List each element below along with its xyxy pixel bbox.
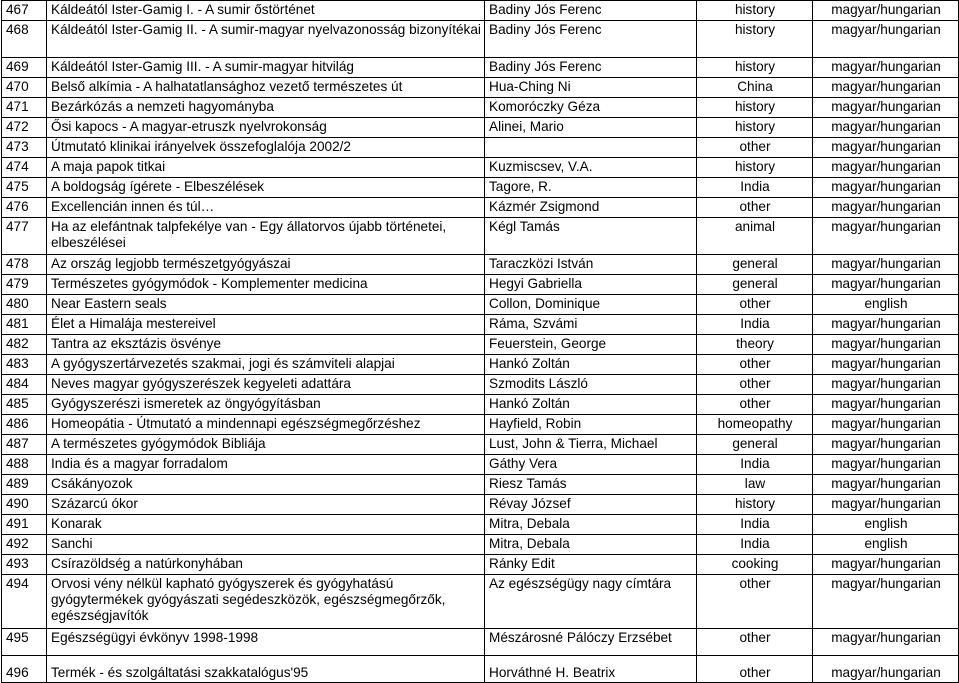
table-row — [2, 1, 959, 21]
row-category: other — [697, 138, 813, 158]
row-language: magyar/hungarian — [813, 1, 959, 21]
row-title: Csákányozok — [47, 475, 485, 495]
row-category: history — [697, 495, 813, 515]
row-language: english — [813, 535, 959, 555]
row-title: Orvosi vény nélkül kapható gyógyszerek és gyógyhatású gyógytermékek gyógyászati segédeszközök, egészségmegőrzők, egészségjavítók — [47, 575, 485, 629]
table-row — [2, 138, 959, 158]
row-category: other — [697, 629, 813, 656]
row-language: english — [813, 515, 959, 535]
row-title: Káldeától Ister-Gamig II. - A sumir-magyar nyelvazonosság bizonyítékai — [47, 21, 485, 58]
row-number: 471 — [2, 98, 47, 118]
table-row — [2, 58, 959, 78]
row-category: India — [697, 455, 813, 475]
table-row — [2, 78, 959, 98]
row-title: A boldogság ígérete - Elbeszélések — [47, 178, 485, 198]
row-title: Természetes gyógymódok - Komplementer medicina — [47, 275, 485, 295]
row-language: english — [813, 295, 959, 315]
row-language: magyar/hungarian — [813, 355, 959, 375]
row-category: other — [697, 355, 813, 375]
row-author: Taraczközi István — [485, 255, 697, 275]
row-author: Mitra, Debala — [485, 535, 697, 555]
row-category: India — [697, 178, 813, 198]
row-author: Révay József — [485, 495, 697, 515]
row-title: Neves magyar gyógyszerészek kegyeleti adattára — [47, 375, 485, 395]
row-language: magyar/hungarian — [813, 218, 959, 255]
table-row — [2, 435, 959, 455]
table-row — [2, 315, 959, 335]
row-title: Százarcú ókor — [47, 495, 485, 515]
row-category: China — [697, 78, 813, 98]
table-row — [2, 475, 959, 495]
row-language: magyar/hungarian — [813, 629, 959, 656]
table-row — [2, 178, 959, 198]
row-language: magyar/hungarian — [813, 455, 959, 475]
catalog-table — [1, 0, 959, 683]
table-row — [2, 218, 959, 255]
row-number: 472 — [2, 118, 47, 138]
row-title: Gyógyszerészi ismeretek az öngyógyításban — [47, 395, 485, 415]
row-number: 479 — [2, 275, 47, 295]
row-number: 474 — [2, 158, 47, 178]
row-title: A gyógyszertárvezetés szakmai, jogi és számviteli alapjai — [47, 355, 485, 375]
table-row — [2, 515, 959, 535]
row-title: Tantra az eksztázis ösvénye — [47, 335, 485, 355]
row-number: 493 — [2, 555, 47, 575]
row-category: other — [697, 198, 813, 218]
row-category: India — [697, 515, 813, 535]
row-number: 477 — [2, 218, 47, 255]
row-language: magyar/hungarian — [813, 158, 959, 178]
row-author: Hegyi Gabriella — [485, 275, 697, 295]
row-author: Lust, John & Tierra, Michael — [485, 435, 697, 455]
table-row — [2, 375, 959, 395]
row-title: Termék - és szolgáltatási szakkatalógus'95 — [47, 656, 485, 683]
row-language: magyar/hungarian — [813, 255, 959, 275]
row-number: 489 — [2, 475, 47, 495]
row-number: 468 — [2, 21, 47, 58]
row-author: Komoróczky Géza — [485, 98, 697, 118]
table-row — [2, 295, 959, 315]
row-title: Káldeától Ister-Gamig III. - A sumir-magyar hitvilág — [47, 58, 485, 78]
table-row — [2, 355, 959, 375]
table-row — [2, 555, 959, 575]
row-title: Ősi kapocs - A magyar-etruszk nyelvrokonság — [47, 118, 485, 138]
row-number: 486 — [2, 415, 47, 435]
row-category: general — [697, 255, 813, 275]
row-category: history — [697, 158, 813, 178]
row-title: Csírazöldség a natúrkonyhában — [47, 555, 485, 575]
row-language: magyar/hungarian — [813, 178, 959, 198]
row-title: Bezárkózás a nemzeti hagyományba — [47, 98, 485, 118]
row-title: Belső alkímia - A halhatatlansághoz vezető természetes út — [47, 78, 485, 98]
table-row — [2, 656, 959, 683]
table-row — [2, 275, 959, 295]
row-language: magyar/hungarian — [813, 375, 959, 395]
row-category: history — [697, 1, 813, 21]
row-number: 481 — [2, 315, 47, 335]
row-title: Excellencián innen és túl… — [47, 198, 485, 218]
row-author: Hua-Ching Ni — [485, 78, 697, 98]
row-category: history — [697, 98, 813, 118]
row-author: Collon, Dominique — [485, 295, 697, 315]
row-number: 492 — [2, 535, 47, 555]
row-category: law — [697, 475, 813, 495]
table-row — [2, 198, 959, 218]
row-category: general — [697, 435, 813, 455]
row-title: Az ország legjobb természetgyógyászai — [47, 255, 485, 275]
table-row — [2, 335, 959, 355]
row-number: 490 — [2, 495, 47, 515]
row-category: general — [697, 275, 813, 295]
row-title: Ha az elefántnak talpfekélye van - Egy állatorvos újabb történetei, elbeszélései — [47, 218, 485, 255]
row-language: magyar/hungarian — [813, 555, 959, 575]
row-category: other — [697, 656, 813, 683]
table-row — [2, 395, 959, 415]
row-category: other — [697, 375, 813, 395]
table-row — [2, 535, 959, 555]
row-number: 469 — [2, 58, 47, 78]
row-author: Alinei, Mario — [485, 118, 697, 138]
row-number: 496 — [2, 656, 47, 683]
row-number: 467 — [2, 1, 47, 21]
row-author — [485, 138, 697, 158]
row-language: magyar/hungarian — [813, 395, 959, 415]
row-category: animal — [697, 218, 813, 255]
table-row — [2, 575, 959, 629]
row-author: Badiny Jós Ferenc — [485, 21, 697, 58]
row-title: Káldeától Ister-Gamig I. - A sumir őstörténet — [47, 1, 485, 21]
row-title: Homeopátia - Útmutató a mindennapi egészségmegőrzéshez — [47, 415, 485, 435]
row-number: 495 — [2, 629, 47, 656]
row-number: 488 — [2, 455, 47, 475]
row-number: 487 — [2, 435, 47, 455]
row-language: magyar/hungarian — [813, 656, 959, 683]
row-title: India és a magyar forradalom — [47, 455, 485, 475]
row-number: 475 — [2, 178, 47, 198]
row-author: Hankó Zoltán — [485, 395, 697, 415]
row-number: 494 — [2, 575, 47, 629]
row-author: Horváthné H. Beatrix — [485, 656, 697, 683]
row-title: Élet a Himalája mestereivel — [47, 315, 485, 335]
row-category: India — [697, 315, 813, 335]
row-language: magyar/hungarian — [813, 435, 959, 455]
row-language: magyar/hungarian — [813, 118, 959, 138]
row-language: magyar/hungarian — [813, 138, 959, 158]
row-number: 470 — [2, 78, 47, 98]
row-number: 485 — [2, 395, 47, 415]
row-author: Kégl Tamás — [485, 218, 697, 255]
row-author: Mitra, Debala — [485, 515, 697, 535]
row-language: magyar/hungarian — [813, 98, 959, 118]
table-row — [2, 21, 959, 58]
catalog-body — [2, 1, 959, 683]
row-author: Badiny Jós Ferenc — [485, 1, 697, 21]
row-number: 480 — [2, 295, 47, 315]
row-title: A természetes gyógymódok Bibliája — [47, 435, 485, 455]
row-author: Riesz Tamás — [485, 475, 697, 495]
row-author: Gáthy Vera — [485, 455, 697, 475]
row-author: Ránky Edit — [485, 555, 697, 575]
row-category: homeopathy — [697, 415, 813, 435]
row-author: Ráma, Szvámi — [485, 315, 697, 335]
row-language: magyar/hungarian — [813, 58, 959, 78]
row-title: Konarak — [47, 515, 485, 535]
row-author: Mészárosné Pálóczy Erzsébet — [485, 629, 697, 656]
row-author: Az egészségügy nagy címtára — [485, 575, 697, 629]
table-row — [2, 98, 959, 118]
table-row — [2, 158, 959, 178]
row-title: Near Eastern seals — [47, 295, 485, 315]
row-language: magyar/hungarian — [813, 198, 959, 218]
row-language: magyar/hungarian — [813, 21, 959, 58]
table-row — [2, 455, 959, 475]
row-category: other — [697, 575, 813, 629]
row-number: 483 — [2, 355, 47, 375]
row-language: magyar/hungarian — [813, 315, 959, 335]
row-author: Hankó Zoltán — [485, 355, 697, 375]
row-number: 491 — [2, 515, 47, 535]
row-title: A maja papok titkai — [47, 158, 485, 178]
row-author: Kuzmiscsev, V.A. — [485, 158, 697, 178]
row-category: history — [697, 118, 813, 138]
table-row — [2, 255, 959, 275]
row-language: magyar/hungarian — [813, 495, 959, 515]
row-category: history — [697, 21, 813, 58]
table-row — [2, 495, 959, 515]
table-row — [2, 415, 959, 435]
row-title: Sanchi — [47, 535, 485, 555]
row-number: 473 — [2, 138, 47, 158]
row-number: 478 — [2, 255, 47, 275]
row-category: India — [697, 535, 813, 555]
row-author: Szmodits László — [485, 375, 697, 395]
row-category: other — [697, 395, 813, 415]
row-language: magyar/hungarian — [813, 575, 959, 629]
row-language: magyar/hungarian — [813, 415, 959, 435]
row-title: Útmutató klinikai irányelvek összefoglalója 2002/2 — [47, 138, 485, 158]
table-row — [2, 629, 959, 656]
row-author: Feuerstein, George — [485, 335, 697, 355]
row-author: Hayfield, Robin — [485, 415, 697, 435]
row-title: Egészségügyi évkönyv 1998-1998 — [47, 629, 485, 656]
row-author: Kázmér Zsigmond — [485, 198, 697, 218]
table-row — [2, 118, 959, 138]
row-category: history — [697, 58, 813, 78]
row-category: other — [697, 295, 813, 315]
row-number: 476 — [2, 198, 47, 218]
row-author: Tagore, R. — [485, 178, 697, 198]
row-category: cooking — [697, 555, 813, 575]
row-number: 482 — [2, 335, 47, 355]
row-category: theory — [697, 335, 813, 355]
row-language: magyar/hungarian — [813, 78, 959, 98]
row-number: 484 — [2, 375, 47, 395]
row-author: Badiny Jós Ferenc — [485, 58, 697, 78]
row-language: magyar/hungarian — [813, 335, 959, 355]
row-language: magyar/hungarian — [813, 275, 959, 295]
row-language: magyar/hungarian — [813, 475, 959, 495]
